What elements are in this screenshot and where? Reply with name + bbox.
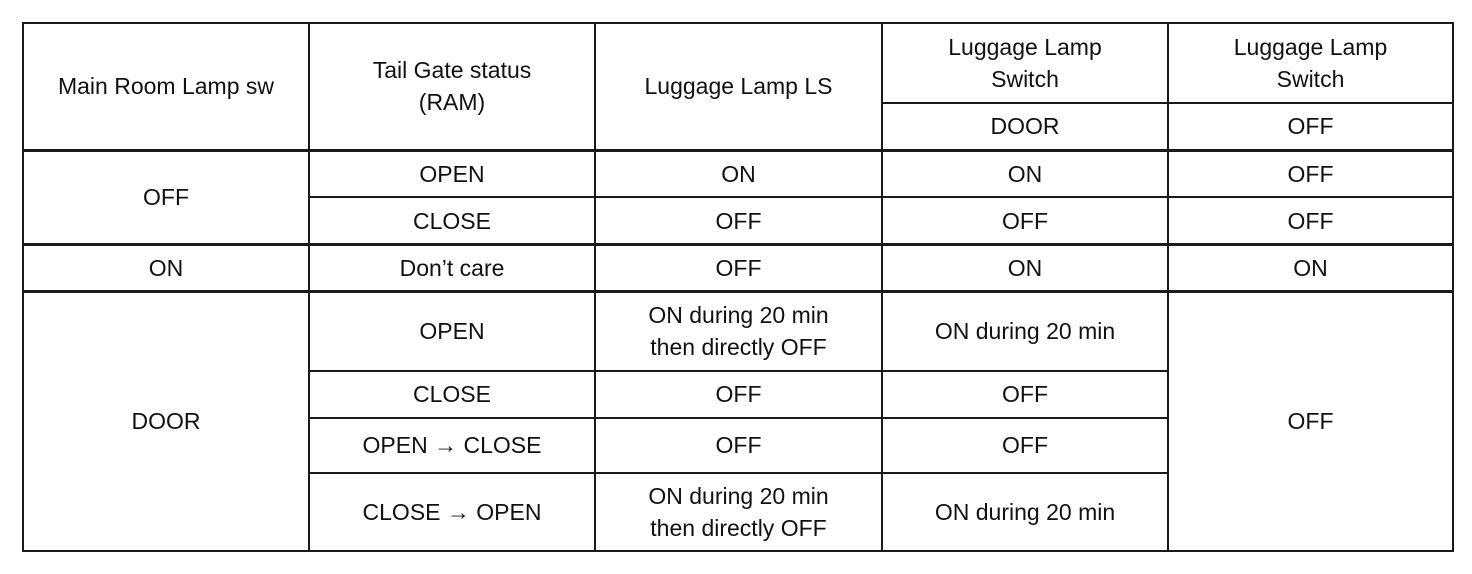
- luggage-ls-line1: ON during 20 min: [648, 302, 829, 329]
- header-sub-off: OFF: [1168, 103, 1453, 150]
- tailgate-cell: OPEN: [309, 291, 595, 370]
- main-sw-off: OFF: [23, 150, 309, 244]
- luggage-ls-line1: ON during 20 min: [648, 482, 829, 509]
- luggage-ls-cell: OFF: [595, 197, 882, 244]
- luggage-ls-line2: then directly OFF: [650, 514, 827, 541]
- tailgate-cell: CLOSE → OPEN: [309, 473, 595, 551]
- switch-off-door-group: OFF: [1168, 291, 1453, 551]
- header-row: [23, 23, 1453, 103]
- main-sw-on: ON: [23, 244, 309, 291]
- header-tail-gate-status-line1: Tail Gate status: [372, 57, 532, 84]
- header-luggage-lamp-switch-door-line2: Switch: [991, 66, 1059, 93]
- switch-door-cell: ON: [882, 150, 1168, 197]
- switch-off-cell: ON: [1168, 244, 1453, 291]
- header-luggage-lamp-switch-door: [882, 23, 1168, 103]
- table-row: [23, 291, 1453, 370]
- luggage-ls-line2: then directly OFF: [650, 334, 827, 361]
- table-row: [23, 244, 1453, 291]
- switch-door-cell: OFF: [882, 371, 1168, 418]
- header-luggage-lamp-switch-off: [1168, 23, 1453, 103]
- header-tail-gate-status-line2: (RAM): [418, 89, 486, 116]
- switch-door-cell: ON during 20 min: [882, 473, 1168, 551]
- header-luggage-lamp-ls-text: Luggage Lamp LS: [644, 73, 833, 100]
- luggage-ls-cell: [595, 473, 882, 551]
- luggage-ls-cell: ON: [595, 150, 882, 197]
- header-luggage-lamp-ls: [595, 23, 882, 150]
- main-sw-door: DOOR: [23, 291, 309, 551]
- switch-off-cell: OFF: [1168, 197, 1453, 244]
- header-main-room-lamp-sw: [23, 23, 309, 150]
- switch-door-cell: OFF: [882, 197, 1168, 244]
- tailgate-cell: OPEN: [309, 150, 595, 197]
- header-luggage-lamp-switch-off-line2: Switch: [1276, 66, 1345, 93]
- switch-door-cell: ON: [882, 244, 1168, 291]
- tailgate-cell: OPEN → CLOSE: [309, 418, 595, 473]
- switch-off-cell: OFF: [1168, 150, 1453, 197]
- luggage-ls-cell: OFF: [595, 371, 882, 418]
- header-sub-door: DOOR: [882, 103, 1168, 150]
- luggage-ls-cell: [595, 291, 882, 370]
- tailgate-cell: Don’t care: [309, 244, 595, 291]
- header-main-room-lamp-sw-text: Main Room Lamp sw: [57, 73, 275, 100]
- lamp-logic-table: [22, 22, 1454, 552]
- header-luggage-lamp-switch-door-line1: Luggage Lamp: [948, 34, 1102, 61]
- switch-door-cell: OFF: [882, 418, 1168, 473]
- header-tail-gate-status: [309, 23, 595, 150]
- switch-door-cell: ON during 20 min: [882, 291, 1168, 370]
- tailgate-cell: CLOSE: [309, 371, 595, 418]
- tailgate-cell: CLOSE: [309, 197, 595, 244]
- header-luggage-lamp-switch-off-line1: Luggage Lamp: [1233, 34, 1388, 61]
- table-row: [23, 150, 1453, 197]
- luggage-ls-cell: OFF: [595, 244, 882, 291]
- luggage-ls-cell: OFF: [595, 418, 882, 473]
